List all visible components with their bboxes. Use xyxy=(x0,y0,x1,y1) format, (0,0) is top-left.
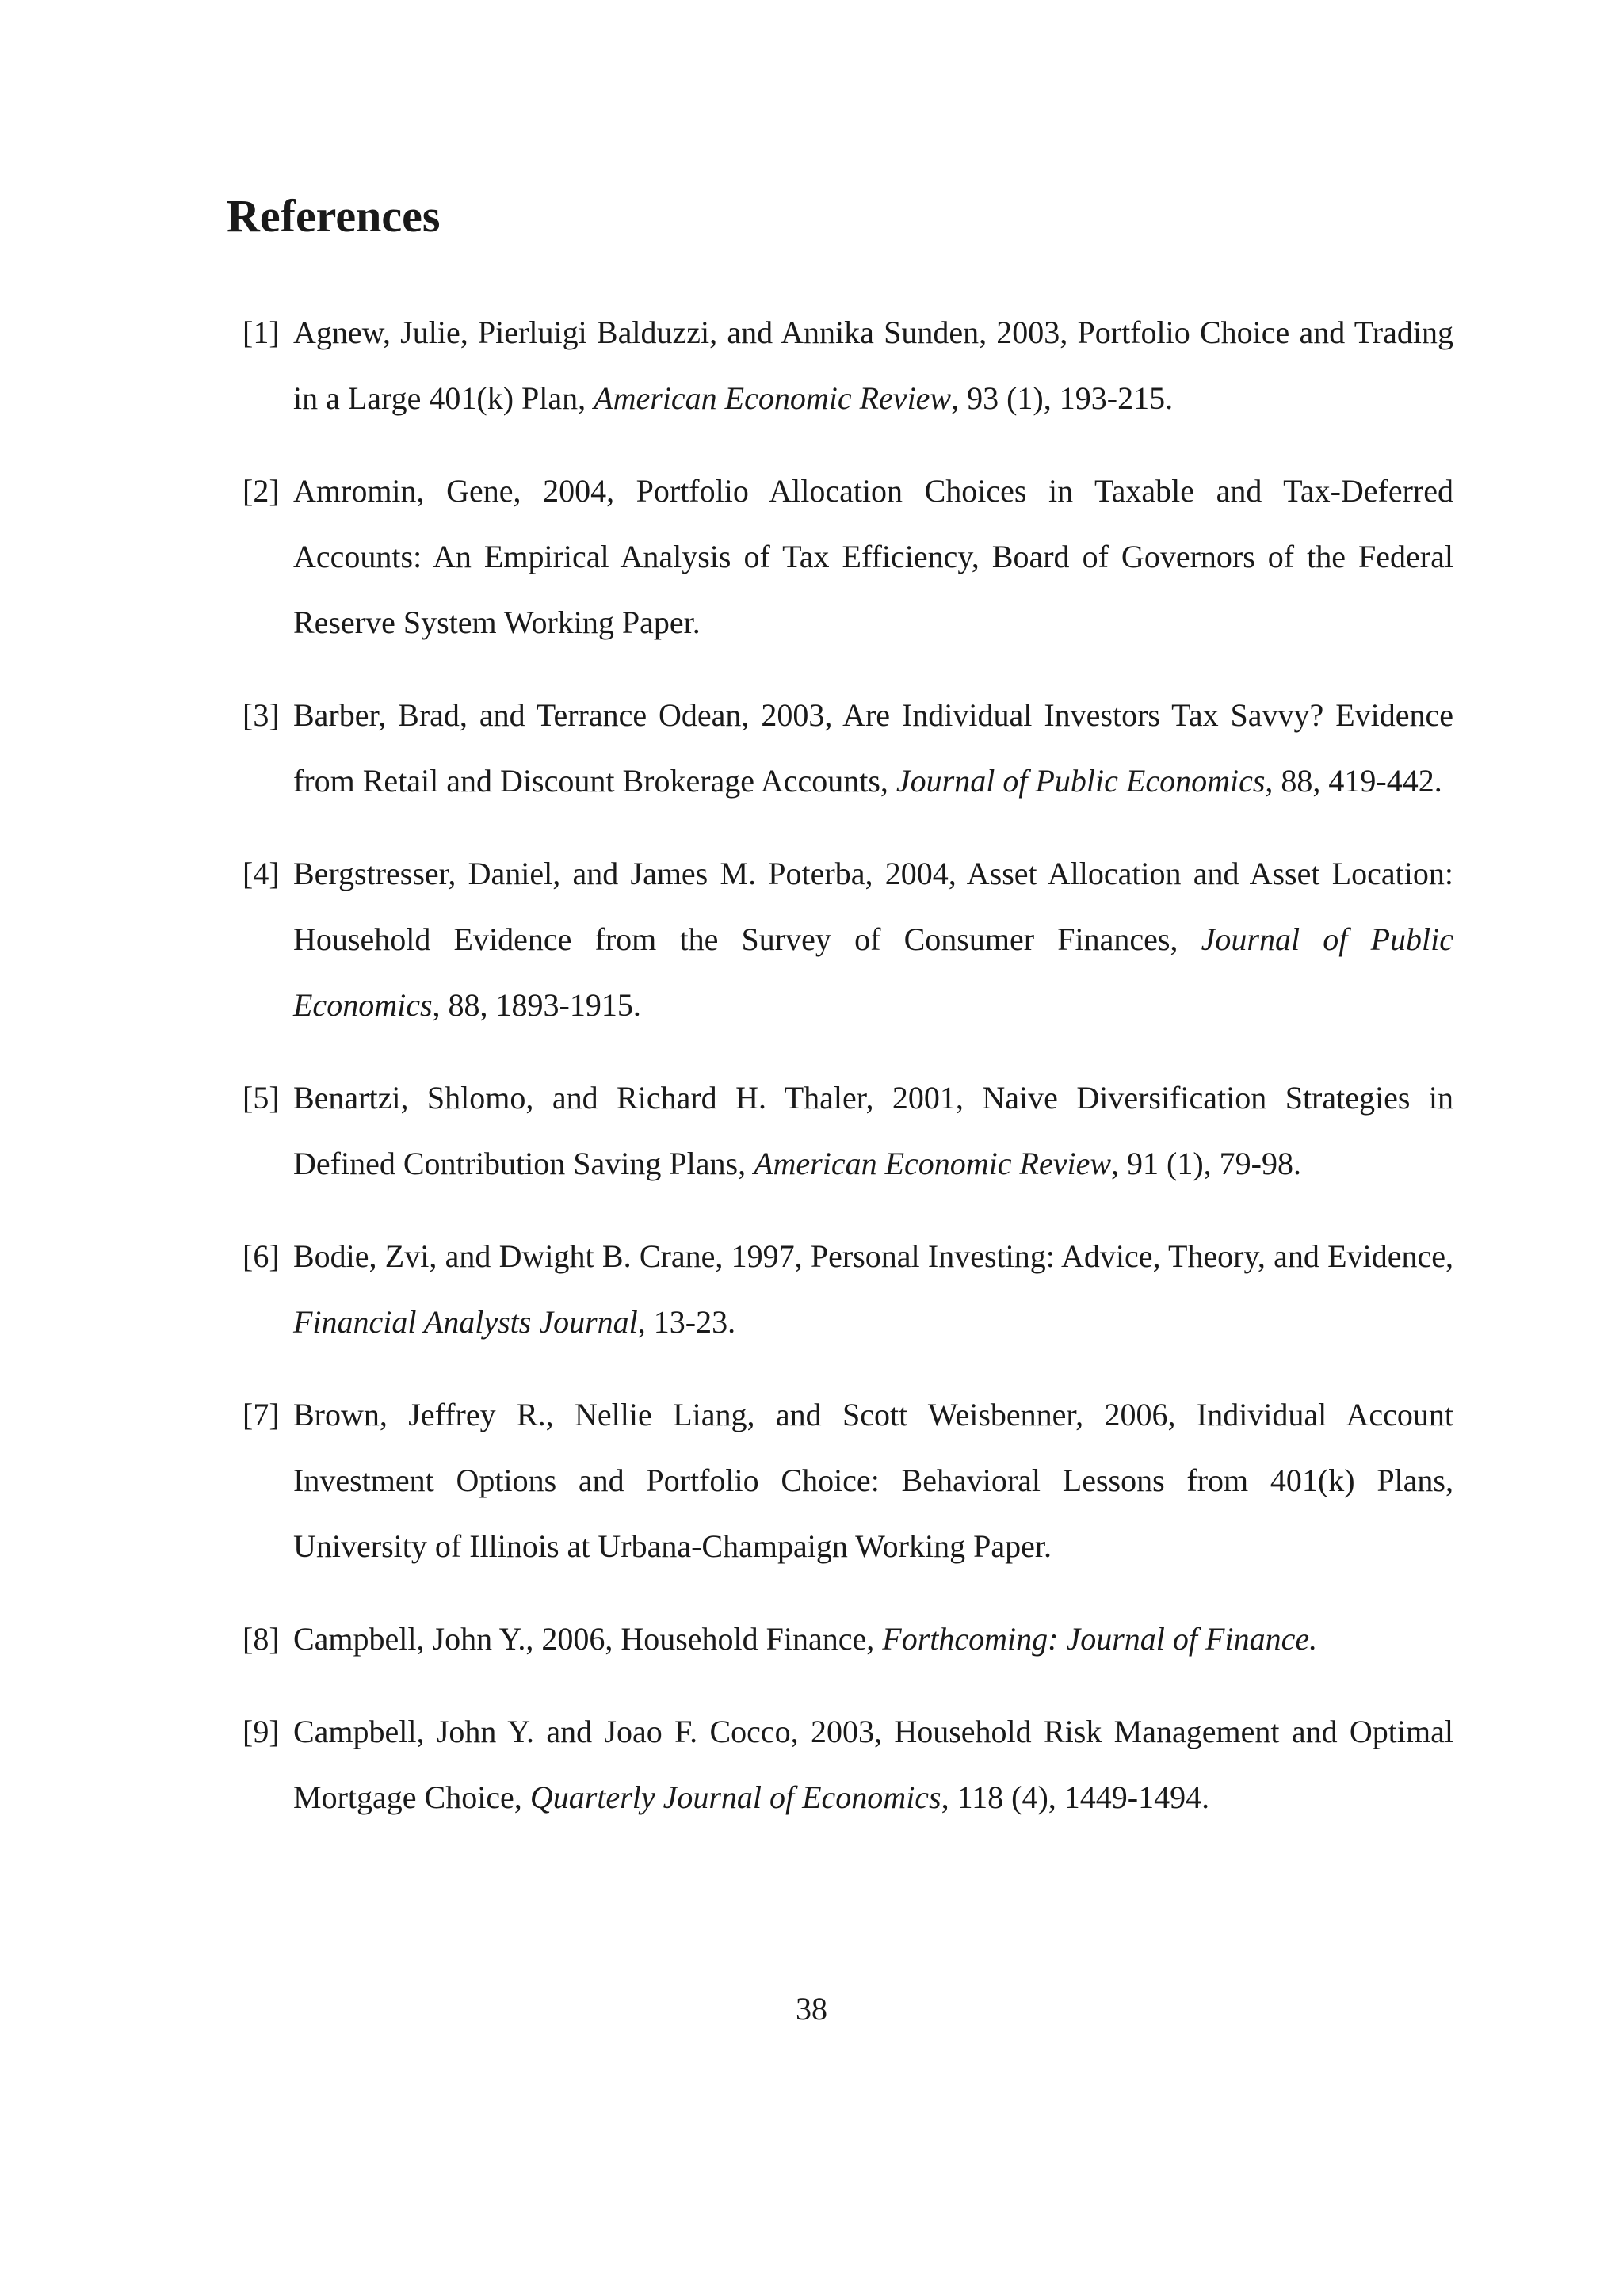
reference-text xyxy=(293,697,1453,799)
journal-name: Quarterly Journal of Economics xyxy=(529,1779,941,1815)
reference-number: [7] xyxy=(242,1397,280,1432)
reference-text-part: Bodie, Zvi, and Dwight B. Crane, 1997, Personal Investing: Advice, Theory, and Evidence, xyxy=(293,1238,1453,1274)
reference-item xyxy=(227,1699,1453,1830)
reference-text xyxy=(293,1080,1453,1181)
reference-text xyxy=(293,1397,1453,1564)
reference-item xyxy=(227,299,1453,431)
reference-text-part: Agnew, Julie, Pierluigi Balduzzi, and Annika Sunden, 2003, Portfolio Choice and Trading in a Large 401(k) Plan, xyxy=(293,315,1453,416)
reference-number: [1] xyxy=(242,315,280,350)
reference-text-part: Benartzi, Shlomo, and Richard H. Thaler, 2001, Naive Diversification Strategies in Defined Contribution Saving Plans, xyxy=(293,1080,1453,1181)
reference-text-part: , 88, 1893-1915. xyxy=(432,987,641,1023)
reference-text-part: , 118 (4), 1449-1494. xyxy=(941,1779,1210,1815)
reference-text xyxy=(293,1238,1453,1340)
journal-name: American Economic Review xyxy=(754,1146,1112,1181)
reference-text-part: , 88, 419-442. xyxy=(1265,763,1442,799)
reference-number: [5] xyxy=(242,1080,280,1116)
reference-text-part: Barber, Brad, and Terrance Odean, 2003, Are Individual Investors Tax Savvy? Evidence from Retail and Discount Brokerage Accounts, xyxy=(293,697,1453,799)
reference-item xyxy=(227,841,1453,1038)
reference-number: [3] xyxy=(242,697,280,733)
reference-item xyxy=(227,1223,1453,1355)
reference-text-part: Amromin, Gene, 2004, Portfolio Allocation Choices in Taxable and Tax-Deferred Accounts: An Empirical Analysis of Tax Efficiency, Board of Governors of the Federal Reserve System Working Paper. xyxy=(293,473,1453,640)
reference-text-part: , 93 (1), 193-215. xyxy=(951,380,1174,416)
reference-text-part: Campbell, John Y. and Joao F. Cocco, 2003, Household Risk Management and Optimal Mortgage Choice, xyxy=(293,1714,1453,1815)
reference-text xyxy=(293,1621,1317,1657)
reference-number: [8] xyxy=(242,1621,280,1657)
journal-name: Financial Analysts Journal xyxy=(293,1304,638,1340)
journal-name: Journal of Public Economics xyxy=(293,921,1453,1023)
reference-number: [6] xyxy=(242,1238,280,1274)
journal-name: Forthcoming: Journal of Finance. xyxy=(882,1621,1318,1657)
reference-item xyxy=(227,458,1453,655)
reference-item xyxy=(227,682,1453,814)
reference-item xyxy=(227,1065,1453,1196)
reference-number: [2] xyxy=(242,473,280,509)
reference-text-part: , 91 (1), 79-98. xyxy=(1111,1146,1301,1181)
reference-list xyxy=(227,299,1453,1857)
reference-number: [4] xyxy=(242,856,280,891)
reference-text-part: , 13-23. xyxy=(637,1304,736,1340)
reference-text xyxy=(293,856,1453,1023)
reference-text xyxy=(293,473,1453,640)
reference-text xyxy=(293,315,1453,416)
reference-item xyxy=(227,1606,1453,1672)
reference-text xyxy=(293,1714,1453,1815)
reference-number: [9] xyxy=(242,1714,280,1749)
journal-name: American Economic Review xyxy=(594,380,952,416)
section-title: References xyxy=(227,190,441,242)
reference-item xyxy=(227,1382,1453,1579)
reference-text-part: Bergstresser, Daniel, and James M. Poterba, 2004, Asset Allocation and Asset Location: Household Evidence from the Survey of Consumer Finances, xyxy=(293,856,1453,957)
journal-name: Journal of Public Economics xyxy=(896,763,1266,799)
reference-text-part: Campbell, John Y., 2006, Household Finance, xyxy=(293,1621,883,1657)
page-number: 38 xyxy=(796,1991,827,2027)
reference-text-part: Brown, Jeffrey R., Nellie Liang, and Scott Weisbenner, 2006, Individual Account Investment Options and Portfolio Choice: Behavioral Lessons from 401(k) Plans, University of Illinois at Urbana-Champaign Working Paper. xyxy=(293,1397,1453,1564)
